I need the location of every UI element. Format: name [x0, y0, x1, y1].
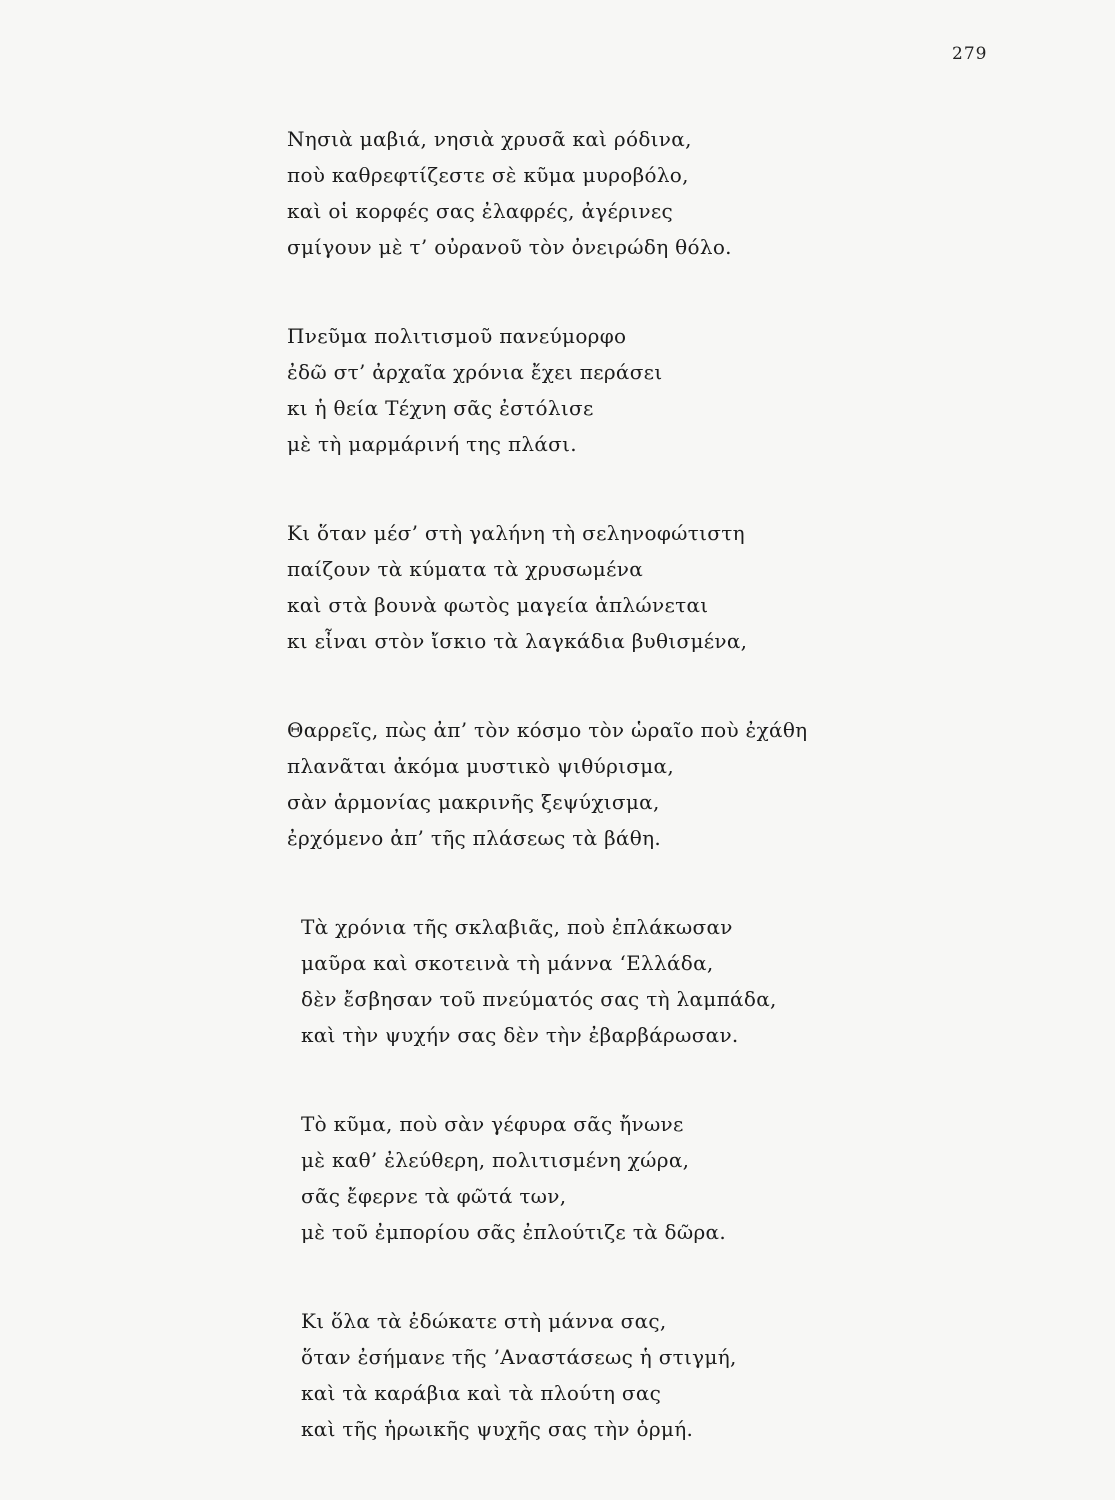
poem-line: μὲ τοῦ ἐμπορίου σᾶς ἐπλούτιζε τὰ δῶρα. — [301, 1220, 727, 1244]
poem-line: καὶ στὰ βουνὰ φωτὸς μαγεία ἁπλώνεται — [287, 593, 709, 617]
page-number: 279 — [952, 44, 988, 64]
stanza-1 — [287, 121, 887, 265]
poem-line: μὲ τὴ μαρμάρινή της πλάσι. — [287, 432, 577, 456]
poem-line: καὶ τὴν ψυχήν σας δὲν τὴν ἐβαρβάρωσαν. — [301, 1023, 739, 1047]
poem-line: καὶ οἱ κορφές σας ἐλαφρές, ἀγέρινες — [287, 199, 673, 223]
poem-line: μὲ καθ’ ἐλεύθερη, πολιτισμένη χώρα, — [301, 1148, 690, 1172]
stanza-7 — [287, 1303, 887, 1447]
poem-line: πλανᾶται ἀκόμα μυστικὸ ψιθύρισμα, — [287, 754, 675, 778]
poem-line: καὶ τὰ καράβια καὶ τὰ πλούτη σας — [301, 1381, 662, 1405]
poem-line: δὲν ἔσβησαν τοῦ πνεύματός σας τὴ λαμπάδα, — [301, 987, 777, 1011]
poem — [287, 121, 887, 1500]
stanza-4 — [287, 712, 887, 856]
poem-line: ἐδῶ στ’ ἀρχαῖα χρόνια ἔχει περάσει — [287, 360, 663, 384]
poem-line: ὅταν ἐσήμανε τῆς ’Αναστάσεως ἡ στιγμή, — [301, 1345, 737, 1369]
poem-line: Κι ὅταν μέσ’ στὴ γαλήνη τὴ σεληνοφώτιστη — [287, 521, 745, 545]
poem-line: σὰν ἁρμονίας μακρινῆς ξεψύχισμα, — [287, 790, 660, 814]
poem-line: σᾶς ἔφερνε τὰ φῶτά των, — [301, 1184, 567, 1208]
poem-line: κι εἶναι στὸν ἴσκιο τὰ λαγκάδια βυθισμένα, — [287, 629, 748, 653]
poem-line: καὶ τῆς ἡρωικῆς ψυχῆς σας τὴν ὁρμή. — [301, 1417, 694, 1441]
poem-line: Κι ὅλα τὰ ἐδώκατε στὴ μάννα σας, — [301, 1309, 667, 1333]
poem-line: μαῦρα καὶ σκοτεινὰ τὴ μάννα ‘Ελλάδα, — [301, 951, 714, 975]
stanza-2 — [287, 318, 887, 462]
poem-line: Πνεῦμα πολιτισμοῦ πανεύμορφο — [287, 324, 627, 348]
poem-line: Τὸ κῦμα, ποὺ σὰν γέφυρα σᾶς ἤνωνε — [301, 1112, 684, 1136]
poem-line: Νησιὰ μαβιά, νησιὰ χρυσᾶ καὶ ρόδινα, — [287, 127, 692, 151]
poem-line: κι ἡ θεία Τέχνη σᾶς ἐστόλισε — [287, 396, 594, 420]
poem-line: σμίγουν μὲ τ’ οὐρανοῦ τὸν ὀνειρώδη θόλο. — [287, 235, 732, 259]
poem-line: ποὺ καθρεφτίζεστε σὲ κῦμα μυροβόλο, — [287, 163, 689, 187]
poem-line: ἐρχόμενο ἀπ’ τῆς πλάσεως τὰ βάθη. — [287, 826, 662, 850]
poem-line: παίζουν τὰ κύματα τὰ χρυσωμένα — [287, 557, 644, 581]
poem-line: Θαρρεῖς, πὼς ἀπ’ τὸν κόσμο τὸν ὡραῖο ποὺ ἐχάθη — [287, 718, 808, 742]
poem-line: Τὰ χρόνια τῆς σκλαβιᾶς, ποὺ ἐπλάκωσαν — [301, 915, 733, 939]
stanza-3 — [287, 515, 887, 659]
stanza-5 — [287, 909, 887, 1053]
stanza-6 — [287, 1106, 887, 1250]
